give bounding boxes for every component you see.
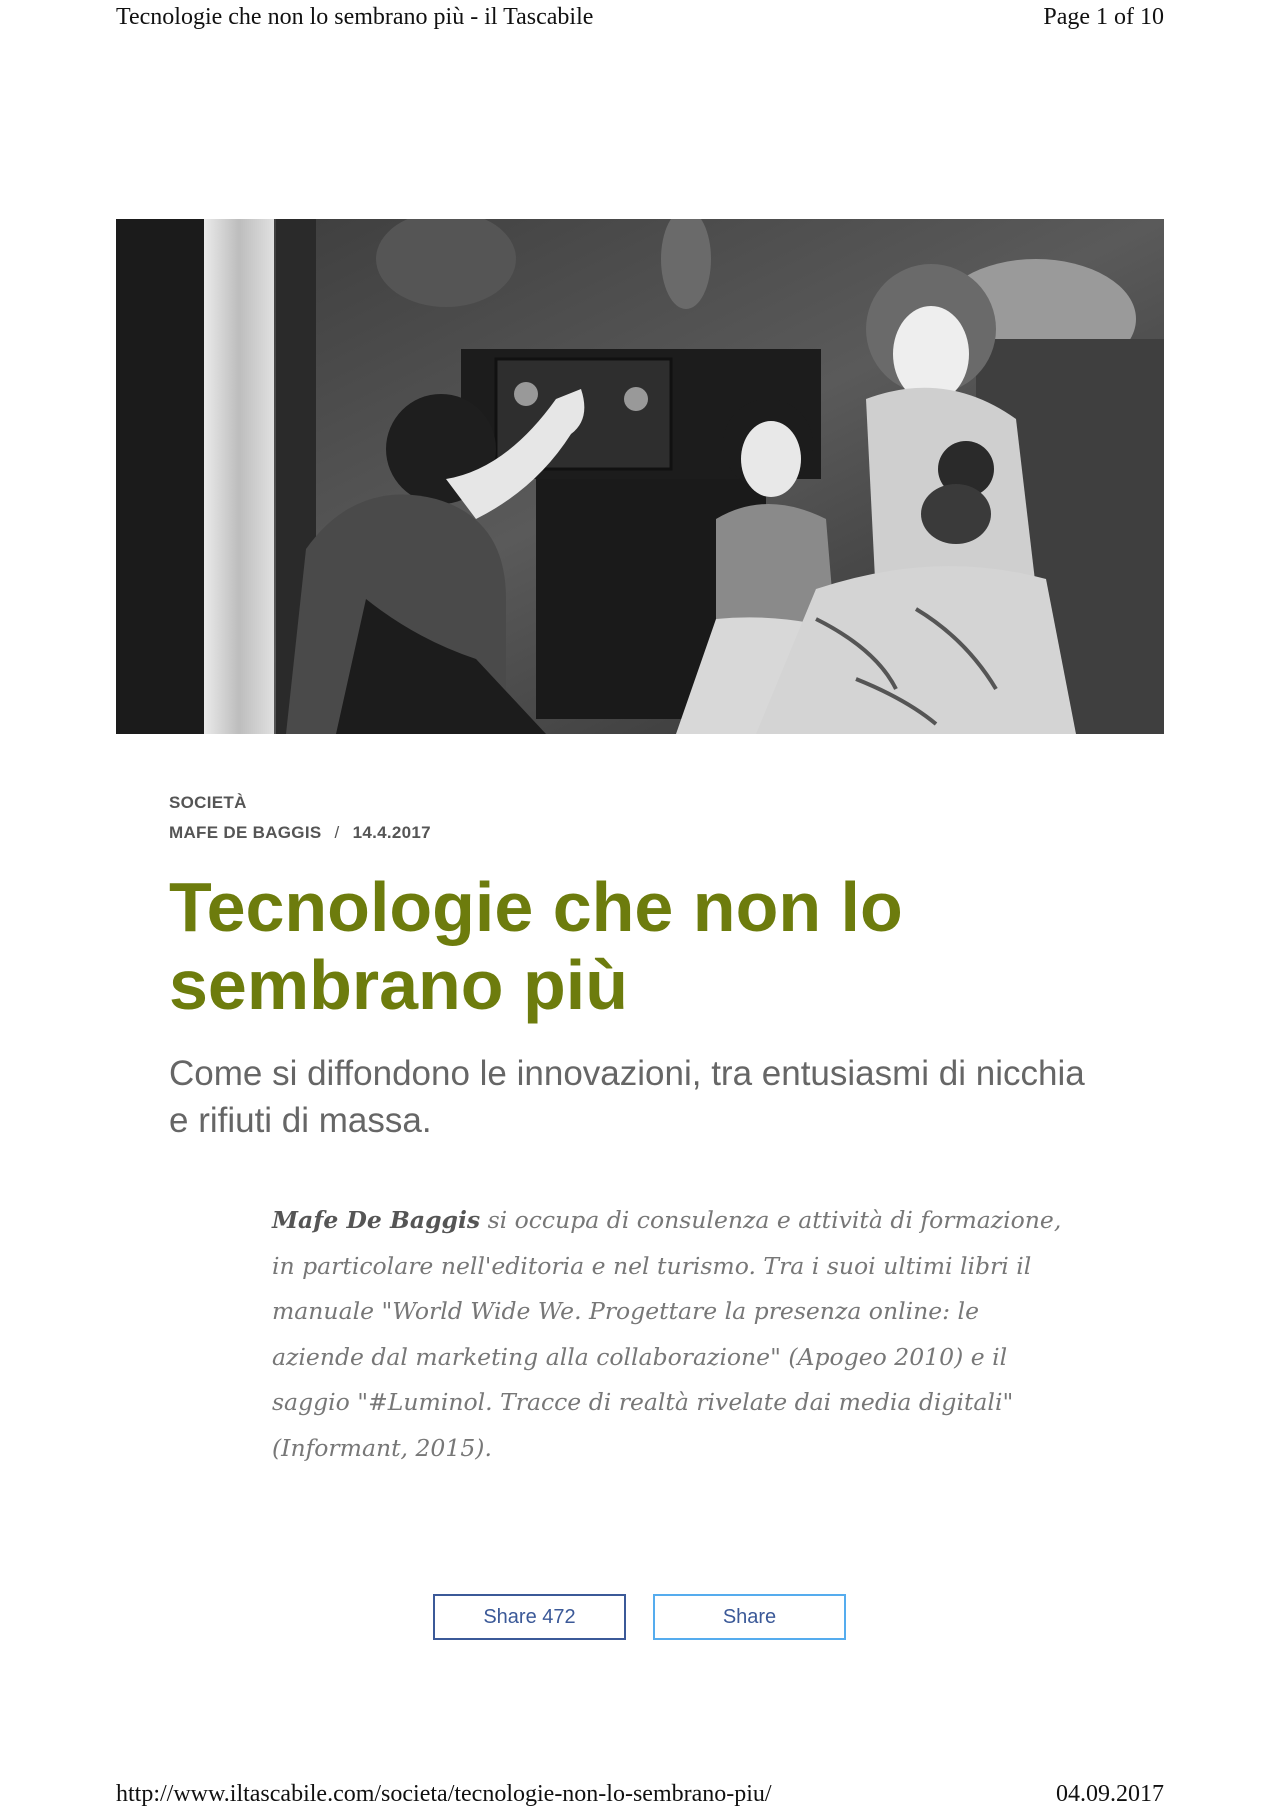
bio-author: Mafe De Baggis (272, 1206, 481, 1234)
article-subtitle: Come si diffondono le innovazioni, tra entusiasmi di nicchia e rifiuti di massa. (169, 1054, 1085, 1140)
facebook-share-label: Share 472 (483, 1605, 576, 1628)
print-footer (116, 1777, 1164, 1811)
category-label: SOCIETÀ (169, 793, 247, 812)
print-header-title: Tecnologie che non lo sembrano più - il Tascabile (116, 3, 594, 30)
byline-separator: / (334, 823, 340, 842)
vintage-radio-photo (116, 219, 1164, 734)
twitter-share-label: Share (722, 1605, 777, 1628)
print-footer-url[interactable]: http://www.iltascabile.com/societa/tecnologie-non-lo-sembrano-piu/ (116, 1780, 772, 1807)
bio-text: si occupa di consulenza e attività di formazione, in particolare nell'editoria e nel turismo. Tra i suoi ultimi libri il manuale "World Wide We. Progettare la presenza online: le aziende dal marketing alla collaborazione" (Apogeo 2010) e il saggio "#Luminol. Tracce di realtà rivelate dai media digitali" (Informant, 2015). (272, 1206, 1062, 1462)
print-footer-date: 04.09.2017 (1056, 1780, 1164, 1807)
author-bio (272, 1198, 1072, 1471)
twitter-share-button[interactable] (653, 1594, 846, 1640)
hero-image (116, 219, 1164, 734)
page-title: Tecnologie che non lo sembrano più (169, 868, 903, 1024)
author-link[interactable]: MAFE DE BAGGIS (169, 823, 322, 842)
print-header (116, 0, 1164, 34)
facebook-share-button[interactable] (433, 1594, 626, 1640)
publish-date: 14.4.2017 (352, 823, 431, 842)
byline (169, 818, 431, 848)
print-header-page: Page 1 of 10 (1043, 3, 1164, 30)
article-meta (169, 788, 431, 848)
